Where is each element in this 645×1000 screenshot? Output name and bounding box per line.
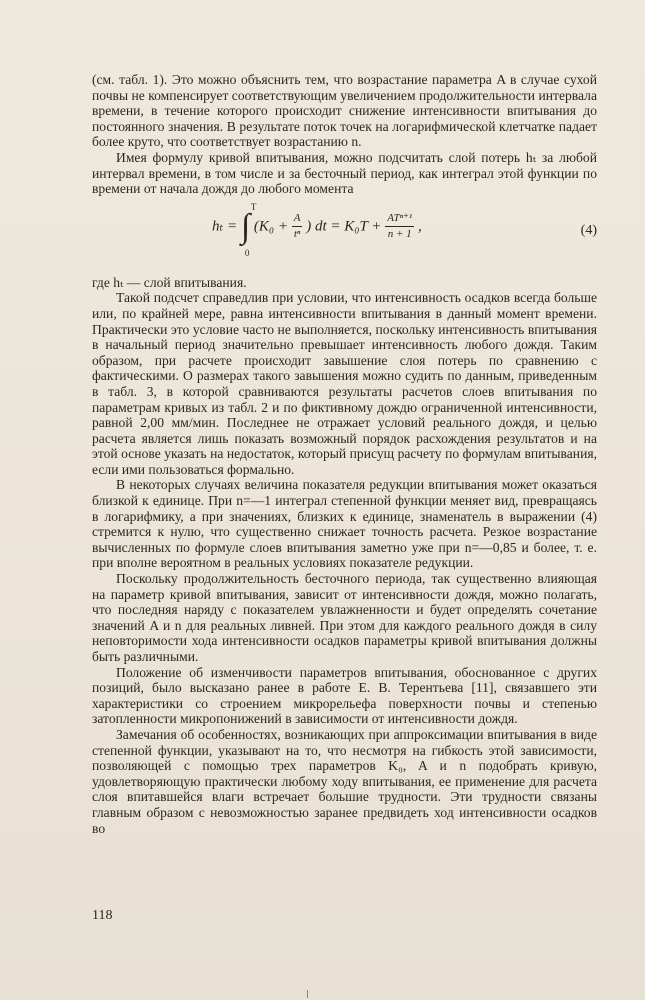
integrand-open: (K₀ + <box>253 218 288 235</box>
paragraph-5: В некоторых случаях величина показателя редукции впитывания может оказаться близкой к единице. При n=—1 интеграл степенной функции меняет вид, превращаясь в логарифмику, а при значениях, близких к единице, знаменатель в выражении (4) стремится к нулю, что существенно снижает точность расчета. Резкое возрастание вычисленных по формуле слоев впитывания заметно уже при n=—0,85 и более, т. е. при вполне вероятном в реальных условиях показателе редукции. <box>92 477 597 571</box>
fraction-2-numerator: ATⁿ⁺¹ <box>385 211 414 228</box>
fraction-1 <box>292 211 303 243</box>
fraction-2-denominator: n + 1 <box>387 228 412 241</box>
formula-expression <box>212 202 422 259</box>
paragraph-7: Положение об изменчивости параметров впитывания, обоснованное с других позиций, было высказано ранее в работе Е. В. Терентьева [11], связавшего эти характеристики со строением микрорельефа поверхности почвы и степенью затопленности микропонижений в зависимости от интенсивности дождя. <box>92 664 597 727</box>
paragraph-1: (см. табл. 1). Это можно объяснить тем, что возрастание параметра A в случае сухой почвы не компенсирует соответствующим увеличением продолжительности интервала времени, в течение которого происходит снижение интенсивности впитывания до постоянного значения. В результате поток точек на логарифмической клетчатке падает более круто, что соответствует возрастанию n. <box>92 72 597 150</box>
paragraph-2: Имея формулу кривой впитывания, можно подсчитать слой потерь hₜ за любой интервал времени, в том числе и за бесточный период, как интеграл этой функции по времени от начала дождя до любого момента <box>92 149 597 197</box>
fraction-2 <box>385 211 414 243</box>
lower-limit: 0 <box>244 248 250 259</box>
paragraph-8: Замечания об особенностях, возникающих при аппроксимации впитывания в виде степенной функции, указывают на то, что несмотря на гибкость этой зависимости, позволяющей с помощью трех параметров K₀, A и n подобрать кривую, удовлетворяющую практически любому ходу впитывания, ее применение для расчета слоя впитавшейся влаги встречает большие трудности. Эти трудности связаны главным образом с невозможностью заранее предвидеть ход интенсивности осадков во <box>92 726 597 836</box>
integrand-close: ) dt = K₀T + <box>306 218 382 235</box>
paragraph-6: Поскольку продолжительность бесточного периода, так существенно влияющая на параметр кривой впитывания, зависит от интенсивности дождя, можно полагать, что последняя наряду с показателем увлажненности и будет определять сочетание значений A и n для реальных ливней. При этом для каждого реального дождя в силу неповторимости хода интенсивности осадков параметры кривой впитывания должны быть различными. <box>92 571 597 664</box>
integral-sign: ∫ T 0 <box>241 208 250 245</box>
fraction-1-denominator: tⁿ <box>293 228 301 241</box>
upper-limit: T <box>250 202 257 213</box>
paragraph-4: Такой подсчет справедлив при условии, что интенсивность осадков всегда больше или, по крайней мере, равна интенсивности впитывания в данный момент времени. Практически это условие часто не выполняется, поскольку интенсивность впитывания в начальный период значительно превышает интенсивность любого дождя. Таким образом, при расчете происходит завышение слоя потерь по сравнению с фактическими. О размерах такого завышения можно судить по данным, приведенным в табл. 3, в которой сравниваются результаты расчетов слоев впитывания по параметрам кривых из табл. 2 и по фиктивному дождю ограниченной интенсивности, равной 2,00 мм/мин. Последнее не отражает условий реального дождя, и целью расчета является лишь показать возможный порядок расхождения результатов и на этой основе указать на недостаток, который присущ расчету по формулам впитывания, если ими пользоваться формально. <box>92 290 597 477</box>
page-number: 118 <box>92 908 113 923</box>
formula-trailing: , <box>417 218 422 235</box>
paragraph-3: где hₜ — слой впитывания. <box>92 274 247 290</box>
fraction-1-numerator: A <box>292 211 303 228</box>
binding-mark <box>307 990 308 998</box>
equation-number: (4) <box>580 222 597 238</box>
formula-4 <box>92 199 597 271</box>
formula-lhs: hₜ = <box>212 218 238 235</box>
body-text <box>92 72 597 836</box>
